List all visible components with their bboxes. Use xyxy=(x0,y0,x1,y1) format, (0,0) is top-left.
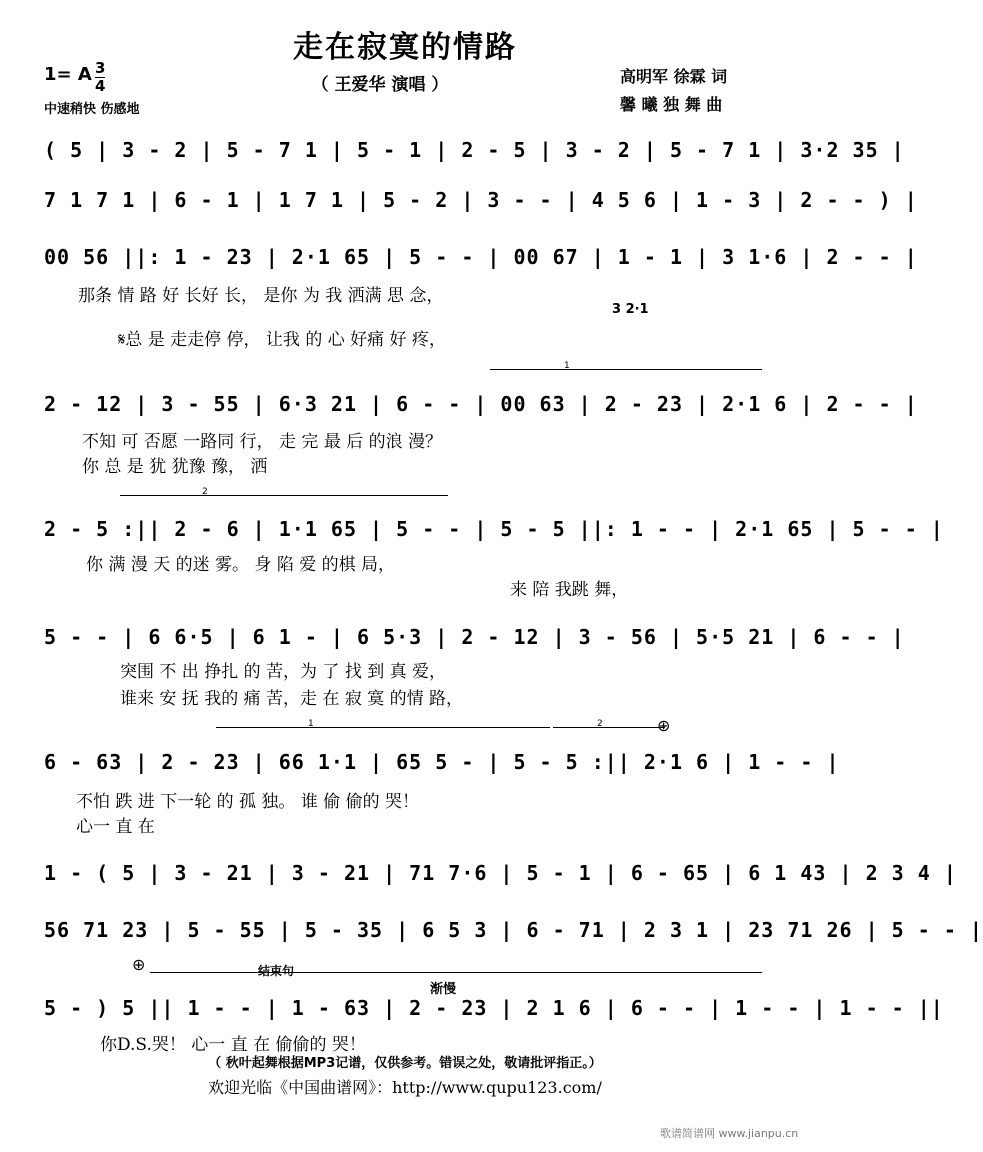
site-link[interactable]: 欢迎光临《中国曲谱网》：http://www.qupu123.com/ xyxy=(208,1078,602,1097)
notation-row: 5 - - | 6 6·5 | 6 1 - | 6 5·3 | 2 - 12 | 3 - 56 | 5·5 21 | 6 - - | xyxy=(44,625,905,649)
singer-line: （ 王爱华 演唱 ） xyxy=(311,75,449,95)
coda-sign-icon: ⊕ xyxy=(657,716,671,735)
first-ending-bracket: 1 xyxy=(490,369,762,370)
lyric-line: 𝄋总 是 走走停 停， 让我 的 心 好痛 好 疼， xyxy=(118,330,446,350)
notation-row: ( 5 | 3 - 2 | 5 - 7 1 | 5 - 1 | 2 - 5 | 3 - 2 | 5 - 7 1 | 3·2 35 | xyxy=(44,138,905,162)
ending-phrase-bracket: 结束句 xyxy=(150,972,762,973)
ritardando-mark: 渐慢 xyxy=(430,982,457,997)
first-ending-bracket: 1 xyxy=(216,727,550,728)
notation-row: 00 56 ||: 1 - 23 | 2·1 65 | 5 - - | 00 67 | 1 - 1 | 3 1·6 | 2 - - | xyxy=(44,245,918,269)
lyric-line: 来 陪 我跳 舞， xyxy=(510,580,629,600)
song-title: 走在寂寞的情路 xyxy=(293,30,517,65)
transcriber-note: （ 秋叶起舞根据MP3记谱，仅供参考。错误之处，敬请批评指正。） xyxy=(208,1056,602,1071)
time-denominator: 4 xyxy=(95,77,106,95)
composer-credit: 馨 曦 独 舞 曲 xyxy=(620,95,723,114)
key-signature: 1= A xyxy=(44,64,92,85)
tempo-marking: 中速稍快 伤感地 xyxy=(44,102,140,117)
lyric-line: 突围 不 出 挣扎 的 苦，为 了 找 到 真 爱， xyxy=(120,662,447,682)
alt-notes: 3 2·1 xyxy=(612,302,649,317)
notation-row: 5 - ) 5 || 1 - - | 1 - 63 | 2 - 23 | 2 1 6 | 6 - - | 1 - - | 1 - - || xyxy=(44,996,944,1020)
second-ending-bracket: 2 xyxy=(120,495,448,496)
notation-row: 2 - 5 :|| 2 - 6 | 1·1 65 | 5 - - | 5 - 5 ||: 1 - - | 2·1 65 | 5 - - | xyxy=(44,517,944,541)
lyric-line: 不怕 跌 进 下一轮 的 孤 独。 谁 偷 偷的 哭！ xyxy=(76,792,420,812)
lyric-line: 那条 情 路 好 长好 长， 是你 为 我 洒满 思 念， xyxy=(78,286,444,306)
lyric-line: 你D.S.哭！ 心一 直 在 偷偷的 哭！ xyxy=(100,1035,366,1055)
lyric-line: 你 满 漫 天 的迷 雾。 身 陷 爱 的棋 局， xyxy=(86,555,396,575)
lyric-line: 心一 直 在 xyxy=(76,817,155,837)
lyric-line: 谁来 安 抚 我的 痛 苦，走 在 寂 寞 的情 路， xyxy=(120,689,464,709)
lyric-line: 不知 可 否愿 一路同 行， 走 完 最 后 的浪 漫？ xyxy=(82,432,443,452)
time-signature xyxy=(95,60,105,95)
time-numerator: 3 xyxy=(95,59,106,77)
second-ending-bracket: 2 xyxy=(553,727,665,728)
notation-row: 7 1 7 1 | 6 - 1 | 1 7 1 | 5 - 2 | 3 - - | 4 5 6 | 1 - 3 | 2 - - ) | xyxy=(44,188,918,212)
notation-row: 6 - 63 | 2 - 23 | 66 1·1 | 65 5 - | 5 - 5 :|| 2·1 6 | 1 - - | xyxy=(44,750,840,774)
notation-row: 56 71 23 | 5 - 55 | 5 - 35 | 6 5 3 | 6 - 71 | 2 3 1 | 23 71 26 | 5 - - | xyxy=(44,918,983,942)
lyricist-credit: 高明军 徐霖 词 xyxy=(620,67,728,86)
lyric-line: 你 总 是 犹 犹豫 豫， 洒 xyxy=(82,457,268,477)
notation-row: 2 - 12 | 3 - 55 | 6·3 21 | 6 - - | 00 63 | 2 - 23 | 2·1 6 | 2 - - | xyxy=(44,392,918,416)
notation-row: 1 - ( 5 | 3 - 21 | 3 - 21 | 71 7·6 | 5 - 1 | 6 - 65 | 6 1 43 | 2 3 4 | xyxy=(44,861,957,885)
coda-sign-icon: ⊕ xyxy=(132,955,146,974)
watermark: 歌谱简谱网 www.jianpu.cn xyxy=(660,1127,799,1140)
